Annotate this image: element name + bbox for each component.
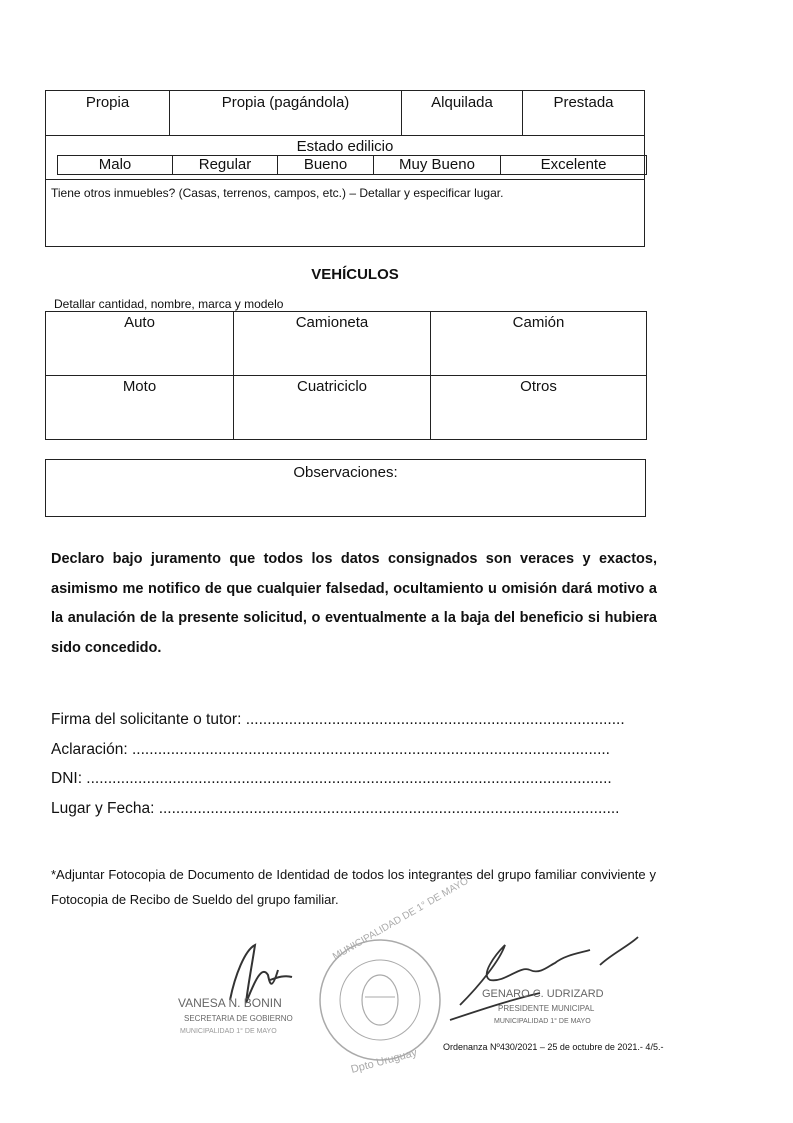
estado-option: Excelente [540,156,607,173]
vehicle-label: Camión [512,314,565,331]
ownership-option: Prestada [553,94,614,111]
vehicle-label: Cuatriciclo [296,378,368,395]
dni-line: DNI: .......................................................................................................................... [51,770,612,787]
vehicle-cell [431,312,647,376]
table-row [46,376,647,440]
housing-table [45,90,645,247]
right-stamp-org: MUNICIPALIDAD 1° DE MAYO [494,1018,591,1025]
estado-edilicio-row [57,155,647,175]
estado-option: Bueno [278,156,374,174]
vehicle-cell [431,376,647,440]
vehicle-label: Auto [124,314,155,331]
seal-bottom-text: Dpto Uruguay [349,1046,419,1076]
right-stamp [482,988,604,1025]
declaration-text: Declaro bajo juramento que todos los datos consignados son veraces y exactos, asimismo me notifico de que cualquier falsedad, ocultamiento u omisión dará motivo a la anulación de la presente solicitud, o eventualmente a la baja del beneficio si hubiera sido concedido. [51,551,657,656]
vehicle-cell [46,376,234,440]
vehicle-label: Camioneta [295,314,369,331]
estado-edilicio-title: Estado edilicio [296,138,394,155]
vehicle-cell [234,376,431,440]
aclaracion-line: Aclaración: ............................................................................................................... [51,741,610,758]
left-stamp-name: VANESA N. BONIN [178,996,282,1010]
divider [46,179,644,180]
ownership-option: Propia (pagándola) [170,91,402,135]
estado-option: Muy Bueno [374,156,501,174]
seal-top-text: MUNICIPALIDAD DE 1° DE MAYO [331,875,471,963]
left-signature-icon [230,945,292,1003]
left-stamp-org: MUNICIPALIDAD 1° DE MAYO [180,1028,277,1035]
vehiculos-title: VEHÍCULOS [311,266,399,283]
estado-option: Regular [173,156,278,174]
vehiculos-table [45,311,647,440]
firma-line: Firma del solicitante o tutor: ........................................................................................ [51,711,625,728]
right-stamp-name: GENARO C. UDRIZARD [482,988,604,1000]
vehiculos-subtitle: Detallar cantidad, nombre, marca y modelo [54,297,284,311]
vehicle-cell [46,312,234,376]
vehicle-label: Moto [122,378,157,395]
ownership-option: Propia [46,91,170,135]
lugar-fecha-line: Lugar y Fecha: ........................................................................................................... [51,800,620,817]
left-stamp-title: SECRETARIA DE GOBIERNO [184,1014,293,1023]
vehicle-cell [234,312,431,376]
vehicle-label: Otros [520,378,557,395]
ownership-row [46,91,644,136]
table-row [46,312,647,376]
ownership-option: Alquilada [402,91,523,135]
ordenanza-footer: Ordenanza Nº430/2021 – 25 de octubre de 2021.- 4/5.- [443,1042,664,1052]
observaciones-box: Observaciones: [45,459,646,517]
left-stamp [178,996,293,1035]
right-stamp-title: PRESIDENTE MUNICIPAL [498,1004,595,1013]
otros-inmuebles-label: Tiene otros inmuebles? (Casas, terrenos, campos, etc.) – Detallar y especificar lugar. [51,186,504,200]
attachment-note: *Adjuntar Fotocopia de Documento de Identidad de todos los integrantes del grupo familiar conviviente y Fotocopia de Recibo de Sueldo del grupo familiar. [51,867,656,907]
estado-option: Malo [58,156,173,174]
